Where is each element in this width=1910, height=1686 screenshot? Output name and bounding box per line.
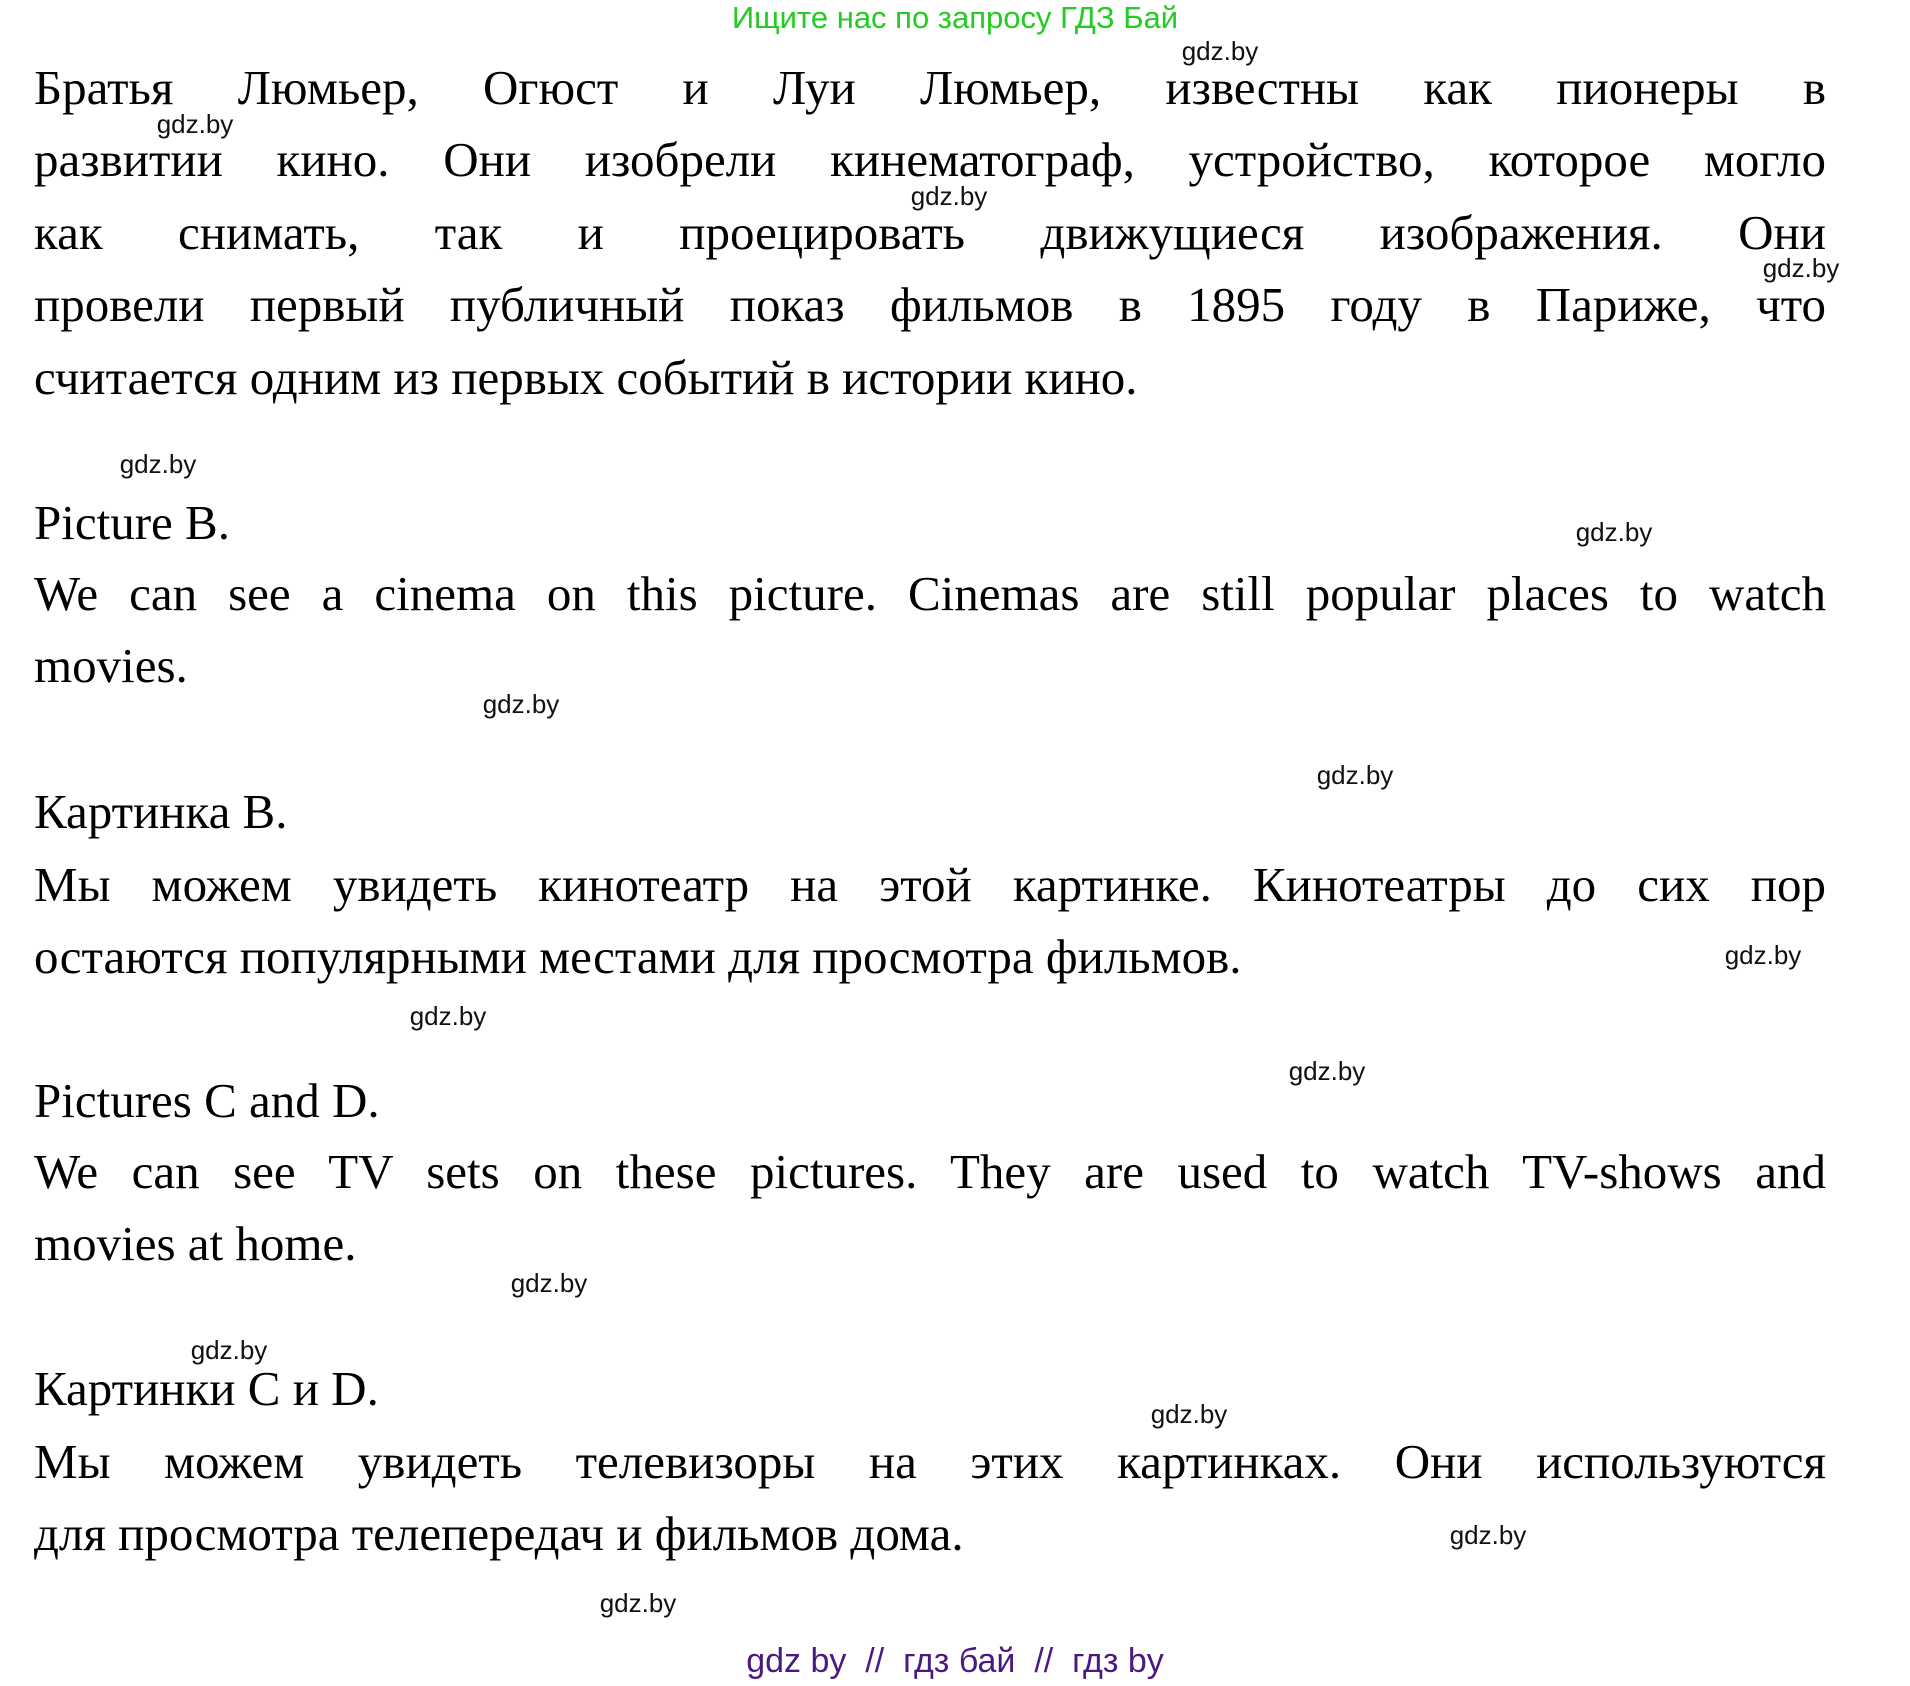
watermark: gdz.by — [910, 181, 988, 211]
watermark: gdz.by — [119, 449, 197, 479]
text-line: как снимать, так и проецировать движущиеся изображения. Они — [34, 204, 1826, 260]
text-line: We can see TV sets on these pictures. They are used to watch TV-shows and — [34, 1144, 1826, 1199]
watermark: gdz.by — [156, 109, 234, 139]
text-line: Братья Люмьер, Огюст и Луи Люмьер, известны как пионеры в — [34, 60, 1826, 115]
text-line: Мы можем увидеть телевизоры на этих картинках. Они используются — [34, 1434, 1826, 1489]
paragraph-pictures-c-d-en — [34, 1144, 1826, 1298]
watermark: gdz.by — [190, 1335, 268, 1365]
watermark: gdz.by — [409, 1001, 487, 1031]
paragraph-picture-b-ru — [34, 857, 1826, 1005]
paragraph-lumiere-ru — [34, 60, 1826, 425]
text-line: остаются популярными местами для просмотра фильмов. — [34, 929, 1242, 985]
heading-picture-b-ru — [34, 784, 1826, 859]
watermark: gdz.by — [1181, 36, 1259, 66]
text-line: считается одним из первых событий в истории кино. — [34, 349, 1138, 405]
text-line: провели первый публичный показ фильмов в 1895 году в Париже, что — [34, 277, 1826, 333]
heading-picture-b — [34, 495, 1826, 570]
text-line: Мы можем увидеть кинотеатр на этой картинке. Кинотеатры до сих пор — [34, 857, 1826, 912]
search-hint-banner: Ищите нас по запросу ГДЗ Бай — [731, 0, 1179, 35]
watermark: gdz.by — [510, 1268, 588, 1298]
paragraph-picture-b-en — [34, 566, 1826, 719]
text-line: Picture B. — [34, 495, 230, 550]
watermark: gdz.by — [1762, 253, 1840, 283]
footer-site-links: gdz by // гдз бай // гдз by — [746, 1642, 1164, 1680]
watermark: gdz.by — [1288, 1056, 1366, 1086]
heading-pictures-c-d — [34, 1073, 1826, 1148]
text-line: Картинка B. — [34, 784, 288, 839]
watermark: gdz.by — [1150, 1399, 1228, 1429]
paragraph-pictures-c-d-ru — [34, 1434, 1826, 1582]
text-line: We can see a cinema on this picture. Cinemas are still popular places to watch — [34, 566, 1826, 621]
text-line: Pictures C and D. — [34, 1073, 380, 1128]
watermark: gdz.by — [599, 1588, 677, 1618]
text-line: развитии кино. Они изобрели кинематограф, устройство, которое могло — [34, 132, 1826, 188]
text-line: для просмотра телепередач и фильмов дома. — [34, 1506, 964, 1562]
text-line: movies. — [34, 638, 188, 694]
text-line: Картинки C и D. — [34, 1361, 379, 1416]
watermark: gdz.by — [482, 689, 560, 719]
watermark: gdz.by — [1724, 940, 1802, 970]
watermark: gdz.by — [1575, 517, 1653, 547]
watermark: gdz.by — [1316, 760, 1394, 790]
text-line: movies at home. — [34, 1216, 357, 1272]
heading-pictures-c-d-ru — [34, 1361, 1826, 1436]
watermark: gdz.by — [1449, 1520, 1527, 1550]
